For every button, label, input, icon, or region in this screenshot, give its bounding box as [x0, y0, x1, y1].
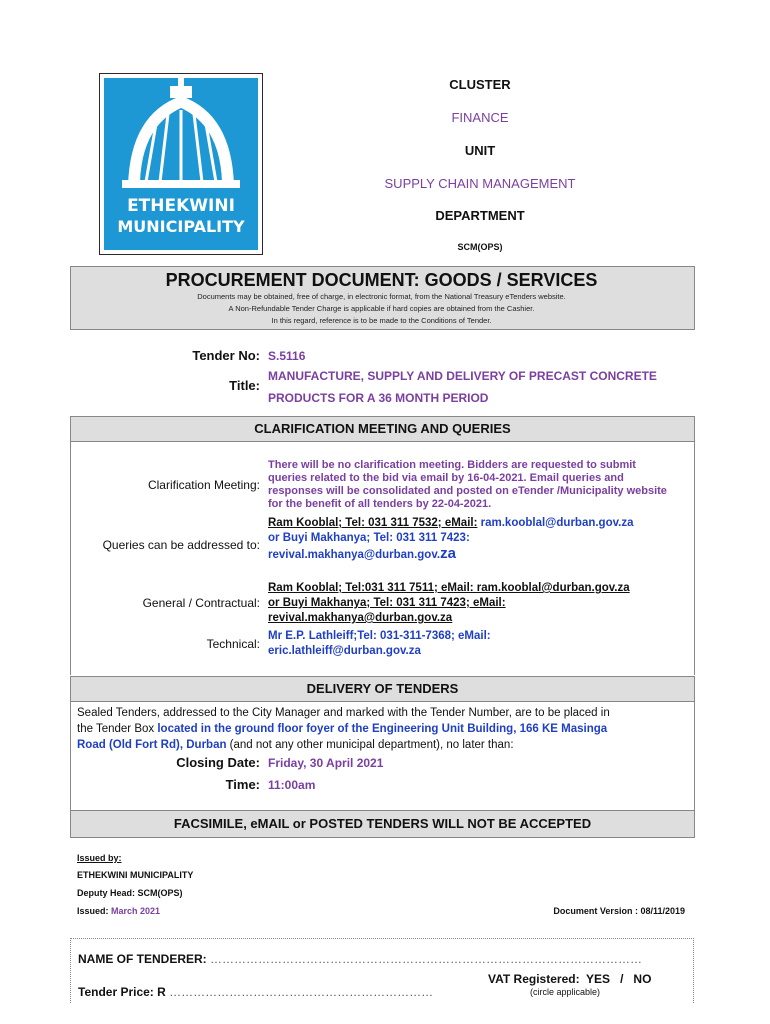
clarification-meeting-text — [268, 459, 698, 511]
clarification-heading: CLARIFICATION MEETING AND QUERIES — [70, 416, 695, 442]
queries-contact-2: or Buyi Makhanya; Tel: 031 311 7423: — [268, 532, 470, 544]
tender-no-value: S.5116 — [268, 349, 306, 363]
general-text — [268, 581, 698, 626]
delivery-para-line-2a: the Tender Box — [77, 723, 158, 735]
issued-org: ETHEKWINI MUNICIPALITY — [77, 870, 194, 880]
meeting-line-3: responses will be consolidated and posted on eTender /Municipality website — [268, 485, 667, 497]
procurement-note-2: A Non-Refundable Tender Charge is applicable if hard copies are obtained from the Cashier. — [228, 304, 535, 313]
delivery-location-2: Road (Old Fort Rd), Durban — [77, 739, 227, 751]
document-version: Document Version : 08/11/2019 — [553, 906, 685, 916]
procurement-note-1: Documents may be obtained, free of charge, in electronic format, from the National Treasury eTenders website. — [197, 292, 566, 301]
tender-price-row — [78, 985, 433, 999]
meeting-line-1: There will be no clarification meeting. Bidders are requested to submit — [268, 459, 636, 471]
tender-title-label: Title: — [229, 378, 260, 393]
clarification-meeting-label: Clarification Meeting: — [147, 478, 260, 492]
issued-by-label: Issued by: — [77, 853, 122, 863]
issued-label: Issued: — [77, 906, 109, 916]
cluster-label: CLUSTER — [449, 77, 511, 92]
unit-value: SUPPLY CHAIN MANAGEMENT — [384, 176, 576, 191]
general-label: General / Contractual: — [142, 596, 260, 610]
delivery-para-line-1: Sealed Tenders, addressed to the City Manager and marked with the Tender Number, are to be placed in — [77, 707, 610, 719]
procurement-note-3: In this regard, reference is to be made to the Conditions of Tender. — [271, 316, 492, 325]
delivery-paragraph — [77, 705, 689, 753]
queries-contact-1: Ram Kooblal; Tel: 031 311 7532; eMail: — [268, 517, 478, 529]
logo-line2: MUNICIPALITY — [117, 217, 245, 236]
unit-label: UNIT — [464, 143, 496, 158]
issued-deputy: Deputy Head: SCM(OPS) — [77, 888, 183, 898]
general-line-2: or Buyi Makhanya; Tel: 031 311 7423; eMail: — [268, 597, 506, 609]
closing-date-value: Friday, 30 April 2021 — [268, 756, 384, 770]
vat-label: VAT Registered: — [488, 972, 580, 986]
meeting-line-4: for the benefit of all tenders by 22-04-2021. — [268, 498, 492, 510]
vat-no[interactable]: NO — [633, 972, 652, 986]
issued-value: March 2021 — [111, 906, 161, 916]
technical-label: Technical: — [206, 637, 260, 651]
municipality-logo — [99, 73, 263, 255]
tender-price-field[interactable]: ………………………………………………………… — [169, 985, 434, 999]
closing-date-label: Closing Date: — [176, 755, 260, 770]
general-line-3: revival.makhanya@durban.gov.za — [268, 612, 453, 624]
tenderer-name-row — [78, 952, 642, 966]
vat-separator: / — [620, 972, 624, 986]
queries-email-2[interactable]: revival.makhanya@durban.gov. — [268, 549, 441, 561]
technical-text — [268, 629, 698, 659]
tender-title-line1: MANUFACTURE, SUPPLY AND DELIVERY OF PRECAST CONCRETE — [268, 369, 657, 383]
logo-line1: ETHEKWINI — [127, 196, 235, 216]
circle-note: (circle applicable) — [529, 987, 601, 997]
delivery-heading: DELIVERY OF TENDERS — [70, 676, 695, 702]
general-line-1: Ram Kooblal; Tel:031 311 7511; eMail: ram.kooblal@durban.gov.za — [268, 582, 630, 594]
tender-price-label: Tender Price: R — [78, 985, 166, 999]
cluster-value: FINANCE — [451, 110, 509, 125]
queries-text — [268, 516, 698, 563]
queries-email-1[interactable]: ram.kooblal@durban.gov.za — [477, 517, 634, 529]
vat-row — [488, 972, 651, 986]
time-value: 11:00am — [268, 778, 316, 792]
vat-yes[interactable]: YES — [586, 972, 611, 986]
technical-line-1: Mr E.P. Lathleiff;Tel: 031-311-7368; eMail: — [268, 630, 491, 642]
tenderer-name-field[interactable]: ……………………………………………………………………………………………… — [210, 952, 643, 966]
delivery-location-1: located in the ground floor foyer of the Engineering Unit Building, 166 KE Masinga — [157, 723, 608, 735]
queries-label: Queries can be addressed to: — [102, 538, 260, 552]
meeting-line-2: queries related to the bid via email by 16-04-2021. Email queries and — [268, 472, 624, 484]
time-label: Time: — [225, 777, 260, 792]
queries-email-2-suffix: za — [440, 545, 456, 562]
issued-row — [77, 906, 160, 916]
department-value: SCM(OPS) — [457, 242, 503, 252]
delivery-para-line-3b: (and not any other municipal department), no later than: — [226, 739, 514, 751]
tender-no-label: Tender No: — [192, 348, 260, 363]
technical-line-2[interactable]: eric.lathleiff@durban.gov.za — [268, 645, 421, 657]
procurement-title: PROCUREMENT DOCUMENT: GOODS / SERVICES — [165, 270, 598, 290]
tenderer-name-label: NAME OF TENDERER: — [78, 952, 207, 966]
department-label: DEPARTMENT — [435, 208, 525, 223]
tender-title-line2: PRODUCTS FOR A 36 MONTH PERIOD — [268, 391, 489, 405]
facsimile-warning: FACSIMILE, eMAIL or POSTED TENDERS WILL NOT BE ACCEPTED — [70, 810, 695, 838]
